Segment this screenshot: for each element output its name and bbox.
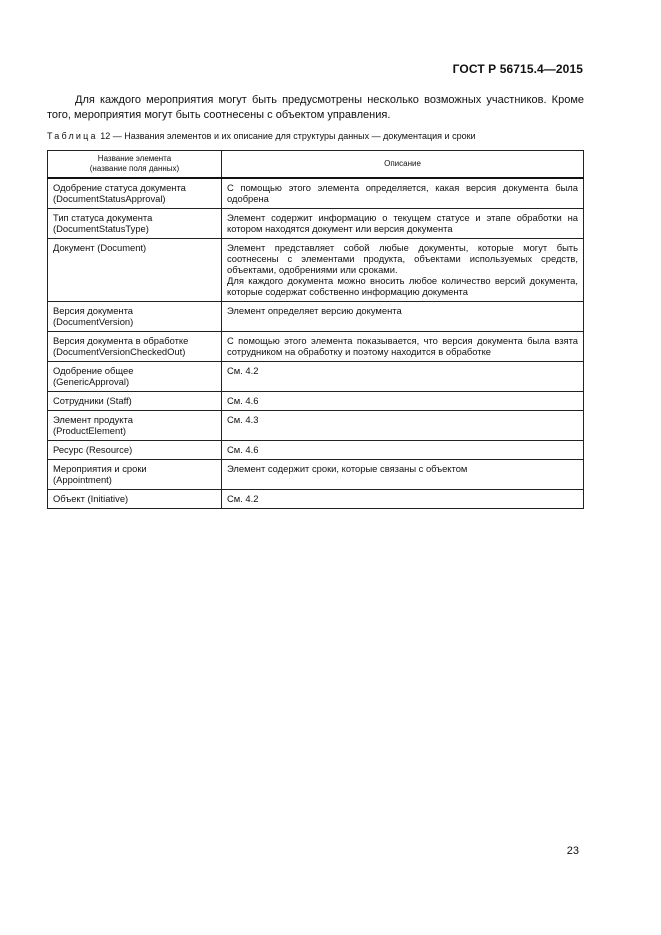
description-paragraph: Для каждого документа можно вносить любое количество версий документа, которые содержат собственно информацию документа — [227, 275, 578, 297]
table-caption-text: 12 — Названия элементов и их описание для структуры данных — документация и сроки — [100, 131, 476, 141]
element-name-cell — [48, 332, 222, 362]
description-paragraph: С помощью этого элемента показывается, что версия документа была взята сотрудником на обработку и поэтому находится в обработке — [227, 335, 578, 357]
table-row — [48, 460, 584, 490]
description-paragraph: Элемент представляет собой любые документы, которые могут быть соотнесены с элементами продукта, объектами используемых средств, объектами, одобрениями или сроками. — [227, 242, 578, 275]
element-description-cell — [222, 178, 584, 209]
table-row — [48, 392, 584, 411]
element-description-cell — [222, 239, 584, 302]
element-description-cell — [222, 490, 584, 509]
element-name-line: Одобрение статуса документа — [53, 182, 186, 193]
table-row — [48, 178, 584, 209]
table-row — [48, 209, 584, 239]
element-description-cell — [222, 302, 584, 332]
header-name-line: (название поля данных) — [89, 164, 180, 173]
element-description-cell — [222, 460, 584, 490]
header-element-name — [48, 151, 222, 179]
element-name-cell — [48, 460, 222, 490]
document-standard-number: ГОСТ Р 56715.4—2015 — [452, 62, 583, 76]
description-paragraph: См. 4.3 — [227, 414, 259, 425]
element-name-cell — [48, 302, 222, 332]
element-name-cell — [48, 411, 222, 441]
table-row — [48, 332, 584, 362]
elements-table — [47, 150, 584, 509]
table-row — [48, 362, 584, 392]
element-name-cell — [48, 209, 222, 239]
element-name-line: Ресурс (Resource) — [53, 444, 133, 455]
element-name-line: (DocumentStatusType) — [53, 223, 149, 234]
element-name-line: (GenericApproval) — [53, 376, 130, 387]
element-name-cell — [48, 362, 222, 392]
element-name-line: Одобрение общее — [53, 365, 134, 376]
element-name-line: (DocumentVersionCheckedOut) — [53, 346, 186, 357]
table-row — [48, 239, 584, 302]
description-paragraph: См. 4.2 — [227, 493, 259, 504]
table-row — [48, 411, 584, 441]
description-paragraph: См. 4.6 — [227, 444, 259, 455]
element-description-cell — [222, 209, 584, 239]
table-body — [48, 178, 584, 509]
element-name-line: Версия документа — [53, 305, 133, 316]
element-name-line: Документ (Document) — [53, 242, 147, 253]
element-description-cell — [222, 392, 584, 411]
description-paragraph: См. 4.2 — [227, 365, 259, 376]
table-caption-label: Таблица — [47, 131, 98, 141]
intro-paragraph: Для каждого мероприятия могут быть предусмотрены несколько возможных участников. Кроме того, мероприятия могут быть соотнесены с объектом управления. — [47, 94, 584, 121]
element-description-cell — [222, 441, 584, 460]
table-row — [48, 490, 584, 509]
element-name-line: Тип статуса документа — [53, 212, 153, 223]
description-paragraph: Элемент определяет версию документа — [227, 305, 402, 316]
element-name-line: Объект (Initiative) — [53, 493, 129, 504]
element-description-cell — [222, 411, 584, 441]
page-number: 23 — [566, 845, 579, 857]
table-row — [48, 441, 584, 460]
element-name-cell — [48, 490, 222, 509]
table-header-row — [48, 151, 584, 179]
element-name-cell — [48, 178, 222, 209]
description-paragraph: Элемент содержит информацию о текущем статусе и этапе обработки на котором находятся документ или версия документа — [227, 212, 578, 234]
element-name-cell — [48, 441, 222, 460]
element-name-line: (ProductElement) — [53, 425, 126, 436]
table-row — [48, 302, 584, 332]
description-paragraph: Элемент содержит сроки, которые связаны с объектом — [227, 463, 468, 474]
table-caption — [47, 131, 587, 142]
element-name-cell — [48, 392, 222, 411]
element-name-line: Версия документа в обработке — [53, 335, 189, 346]
element-name-line: Мероприятия и сроки — [53, 463, 147, 474]
element-name-line: Сотрудники (Staff) — [53, 395, 132, 406]
header-description: Описание — [222, 151, 584, 179]
element-name-line: (Appointment) — [53, 474, 112, 485]
description-paragraph: См. 4.6 — [227, 395, 259, 406]
element-name-line: (DocumentStatusApproval) — [53, 193, 166, 204]
element-description-cell — [222, 332, 584, 362]
element-name-line: Элемент продукта — [53, 414, 133, 425]
header-name-line: Название элемента — [97, 154, 172, 163]
element-name-line: (DocumentVersion) — [53, 316, 134, 327]
description-paragraph: С помощью этого элемента определяется, какая версия документа была одобрена — [227, 182, 578, 204]
element-description-cell — [222, 362, 584, 392]
element-name-cell — [48, 239, 222, 302]
